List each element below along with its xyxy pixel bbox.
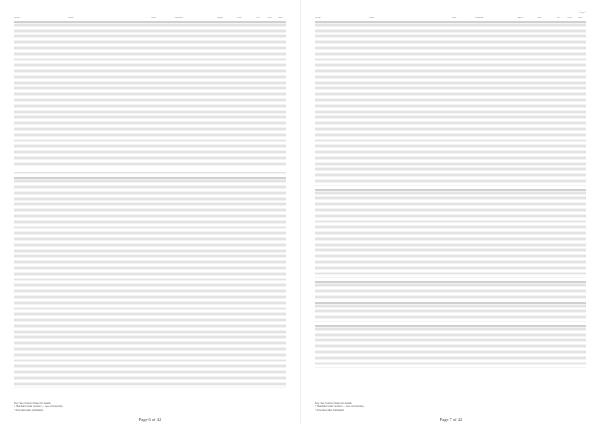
- column-header: Date: [567, 17, 572, 19]
- page-number: Page 6 of 42: [138, 417, 162, 422]
- footnotes: [14, 402, 204, 412]
- column-header: Code: [150, 17, 156, 19]
- column-header: Ver.: [556, 17, 560, 19]
- column-header: Signal: [517, 17, 523, 19]
- table-column-headers: [14, 17, 286, 20]
- column-header: Ver.: [256, 17, 260, 19]
- table-row: [315, 365, 586, 368]
- page-number: Page 7 of 42: [439, 417, 463, 422]
- table-body-left: [14, 21, 286, 388]
- column-header: Signal: [217, 17, 223, 19]
- column-header: Level: [236, 17, 242, 19]
- table-column-headers: [315, 17, 586, 20]
- footnotes: [315, 402, 505, 412]
- column-header: Group: [14, 17, 20, 19]
- table-row: [14, 386, 286, 389]
- footnote-line: † Standard under revision — see commentary: [315, 405, 364, 409]
- column-header: Note: [278, 17, 283, 19]
- column-header: Code: [451, 17, 457, 19]
- column-header: Standard: [174, 17, 183, 19]
- column-header: Note: [578, 17, 583, 19]
- column-header: Name: [369, 17, 375, 19]
- right-page: [300, 0, 600, 424]
- column-header: Date: [267, 17, 272, 19]
- column-header: Standard: [475, 17, 484, 19]
- footnote-line: Key: See Column Notes for details: [315, 402, 352, 405]
- footnote-line: * Amended after publication: [315, 408, 345, 412]
- running-header: Page 7: [579, 12, 586, 14]
- column-header: Level: [536, 17, 542, 19]
- table-body-right: [315, 21, 586, 368]
- footnote-line: † Standard under revision — see commentary: [14, 405, 63, 409]
- footnote-line: * Amended after publication: [14, 408, 44, 412]
- footnote-line: Key: See Column Notes for details: [14, 402, 51, 405]
- column-header: Group: [315, 17, 321, 19]
- column-header: Name: [68, 17, 74, 19]
